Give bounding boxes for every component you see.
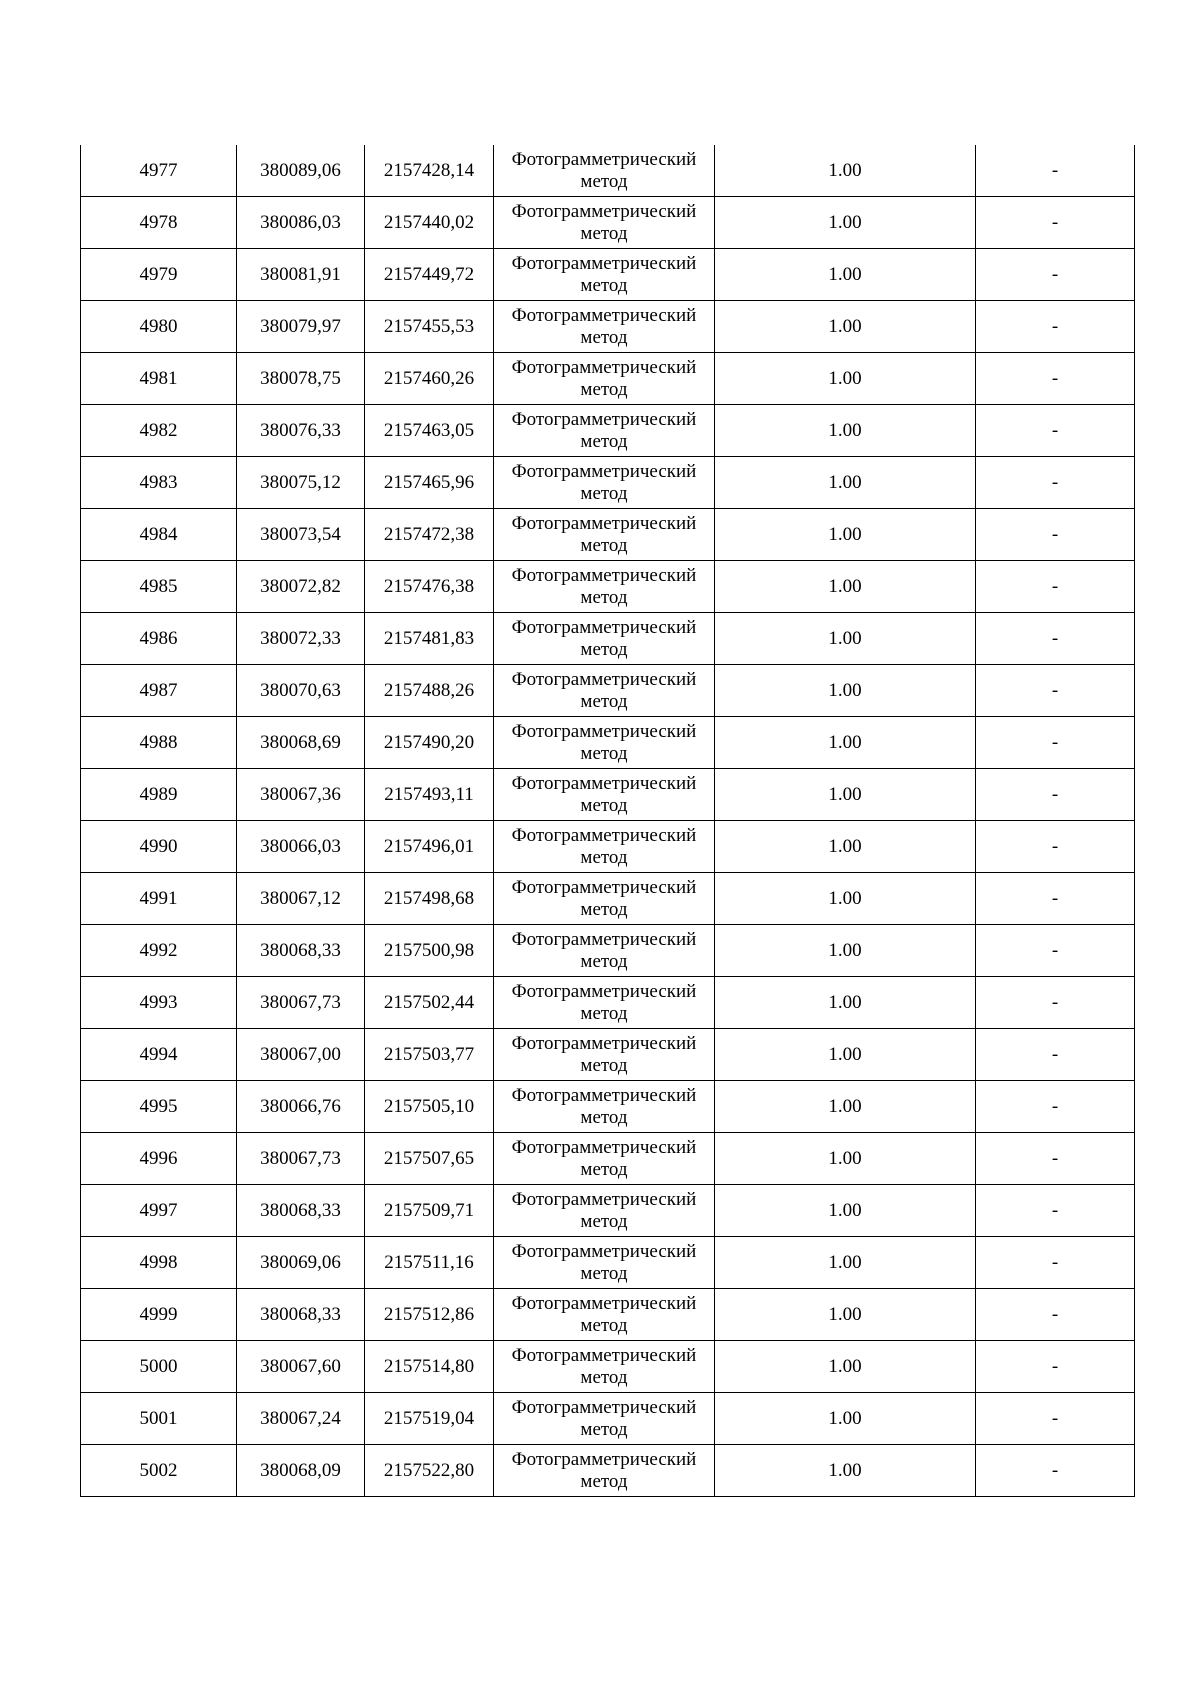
x-coordinate-cell: 380078,75 [237, 353, 365, 405]
method-line-2: метод [580, 586, 628, 608]
method-line-1: Фотограмметрический [511, 1188, 697, 1210]
y-coordinate-cell: 2157512,86 [365, 1289, 494, 1341]
y-coordinate-cell: 2157522,80 [365, 1445, 494, 1497]
table-row [81, 613, 1135, 665]
method-line-1: Фотограмметрический [511, 304, 697, 326]
accuracy-cell: 1.00 [715, 145, 976, 197]
x-coordinate-cell: 380067,12 [237, 873, 365, 925]
extra-cell: - [976, 197, 1135, 249]
coordinates-table-body [81, 145, 1135, 1497]
method-line-2: метод [580, 1210, 628, 1232]
accuracy-cell: 1.00 [715, 1289, 976, 1341]
method-line-1: Фотограмметрический [511, 1292, 697, 1314]
point-number-cell: 4983 [81, 457, 237, 509]
extra-cell: - [976, 925, 1135, 977]
table-row [81, 353, 1135, 405]
method-line-1: Фотограмметрический [511, 512, 697, 534]
table-row [81, 1133, 1135, 1185]
x-coordinate-cell: 380068,69 [237, 717, 365, 769]
extra-cell: - [976, 145, 1135, 197]
method-line-2: метод [580, 898, 628, 920]
extra-cell: - [976, 665, 1135, 717]
point-number-cell: 5000 [81, 1341, 237, 1393]
method-cell [494, 769, 715, 821]
table-row [81, 1393, 1135, 1445]
method-line-2: метод [580, 534, 628, 556]
y-coordinate-cell: 2157511,16 [365, 1237, 494, 1289]
point-number-cell: 4985 [81, 561, 237, 613]
method-cell [494, 1133, 715, 1185]
method-cell [494, 1393, 715, 1445]
y-coordinate-cell: 2157455,53 [365, 301, 494, 353]
accuracy-cell: 1.00 [715, 301, 976, 353]
extra-cell: - [976, 1289, 1135, 1341]
table-row [81, 197, 1135, 249]
table-row [81, 301, 1135, 353]
table-row [81, 405, 1135, 457]
point-number-cell: 4990 [81, 821, 237, 873]
table-row [81, 977, 1135, 1029]
accuracy-cell: 1.00 [715, 509, 976, 561]
method-line-2: метод [580, 1418, 628, 1440]
accuracy-cell: 1.00 [715, 1341, 976, 1393]
x-coordinate-cell: 380067,36 [237, 769, 365, 821]
method-line-2: метод [580, 1366, 628, 1388]
method-line-2: метод [580, 950, 628, 972]
method-line-2: метод [580, 222, 628, 244]
y-coordinate-cell: 2157481,83 [365, 613, 494, 665]
y-coordinate-cell: 2157460,26 [365, 353, 494, 405]
x-coordinate-cell: 380079,97 [237, 301, 365, 353]
y-coordinate-cell: 2157449,72 [365, 249, 494, 301]
point-number-cell: 4997 [81, 1185, 237, 1237]
point-number-cell: 4992 [81, 925, 237, 977]
method-line-2: метод [580, 170, 628, 192]
y-coordinate-cell: 2157490,20 [365, 717, 494, 769]
accuracy-cell: 1.00 [715, 561, 976, 613]
method-cell [494, 145, 715, 197]
method-line-2: метод [580, 1054, 628, 1076]
extra-cell: - [976, 717, 1135, 769]
accuracy-cell: 1.00 [715, 1185, 976, 1237]
y-coordinate-cell: 2157440,02 [365, 197, 494, 249]
point-number-cell: 4988 [81, 717, 237, 769]
x-coordinate-cell: 380076,33 [237, 405, 365, 457]
point-number-cell: 4982 [81, 405, 237, 457]
method-line-1: Фотограмметрический [511, 1240, 697, 1262]
table-row [81, 873, 1135, 925]
extra-cell: - [976, 769, 1135, 821]
method-line-2: метод [580, 638, 628, 660]
y-coordinate-cell: 2157514,80 [365, 1341, 494, 1393]
method-line-1: Фотограмметрический [511, 668, 697, 690]
x-coordinate-cell: 380068,09 [237, 1445, 365, 1497]
table-row [81, 1341, 1135, 1393]
method-cell [494, 405, 715, 457]
x-coordinate-cell: 380070,63 [237, 665, 365, 717]
extra-cell: - [976, 1341, 1135, 1393]
accuracy-cell: 1.00 [715, 613, 976, 665]
method-line-2: метод [580, 1106, 628, 1128]
method-line-1: Фотограмметрический [511, 720, 697, 742]
point-number-cell: 4995 [81, 1081, 237, 1133]
method-cell [494, 821, 715, 873]
method-line-1: Фотограмметрический [511, 356, 697, 378]
table-row [81, 769, 1135, 821]
x-coordinate-cell: 380086,03 [237, 197, 365, 249]
accuracy-cell: 1.00 [715, 405, 976, 457]
y-coordinate-cell: 2157502,44 [365, 977, 494, 1029]
extra-cell: - [976, 1029, 1135, 1081]
method-line-2: метод [580, 326, 628, 348]
extra-cell: - [976, 1133, 1135, 1185]
extra-cell: - [976, 561, 1135, 613]
method-line-2: метод [580, 430, 628, 452]
accuracy-cell: 1.00 [715, 1029, 976, 1081]
method-line-1: Фотограмметрический [511, 1396, 697, 1418]
table-row [81, 1081, 1135, 1133]
method-line-1: Фотограмметрический [511, 564, 697, 586]
method-line-1: Фотограмметрический [511, 980, 697, 1002]
x-coordinate-cell: 380069,06 [237, 1237, 365, 1289]
y-coordinate-cell: 2157505,10 [365, 1081, 494, 1133]
point-number-cell: 5002 [81, 1445, 237, 1497]
extra-cell: - [976, 1445, 1135, 1497]
point-number-cell: 4996 [81, 1133, 237, 1185]
accuracy-cell: 1.00 [715, 717, 976, 769]
extra-cell: - [976, 1237, 1135, 1289]
point-number-cell: 4993 [81, 977, 237, 1029]
x-coordinate-cell: 380073,54 [237, 509, 365, 561]
point-number-cell: 4989 [81, 769, 237, 821]
y-coordinate-cell: 2157493,11 [365, 769, 494, 821]
method-cell [494, 1341, 715, 1393]
method-cell [494, 665, 715, 717]
extra-cell: - [976, 249, 1135, 301]
method-line-2: метод [580, 1158, 628, 1180]
extra-cell: - [976, 1081, 1135, 1133]
point-number-cell: 4994 [81, 1029, 237, 1081]
method-line-1: Фотограмметрический [511, 616, 697, 638]
method-line-2: метод [580, 378, 628, 400]
method-cell [494, 1081, 715, 1133]
y-coordinate-cell: 2157500,98 [365, 925, 494, 977]
method-line-1: Фотограмметрический [511, 148, 697, 170]
method-cell [494, 1237, 715, 1289]
table-row [81, 561, 1135, 613]
table-row [81, 1445, 1135, 1497]
extra-cell: - [976, 821, 1135, 873]
point-number-cell: 4979 [81, 249, 237, 301]
x-coordinate-cell: 380067,73 [237, 977, 365, 1029]
accuracy-cell: 1.00 [715, 1133, 976, 1185]
point-number-cell: 4977 [81, 145, 237, 197]
table-row [81, 249, 1135, 301]
accuracy-cell: 1.00 [715, 1081, 976, 1133]
point-number-cell: 4991 [81, 873, 237, 925]
method-cell [494, 561, 715, 613]
method-cell [494, 873, 715, 925]
extra-cell: - [976, 509, 1135, 561]
accuracy-cell: 1.00 [715, 457, 976, 509]
x-coordinate-cell: 380072,33 [237, 613, 365, 665]
extra-cell: - [976, 873, 1135, 925]
method-line-1: Фотограмметрический [511, 928, 697, 950]
y-coordinate-cell: 2157472,38 [365, 509, 494, 561]
method-line-1: Фотограмметрический [511, 252, 697, 274]
x-coordinate-cell: 380075,12 [237, 457, 365, 509]
extra-cell: - [976, 613, 1135, 665]
extra-cell: - [976, 405, 1135, 457]
method-cell [494, 1029, 715, 1081]
method-line-2: метод [580, 794, 628, 816]
method-cell [494, 977, 715, 1029]
extra-cell: - [976, 353, 1135, 405]
table-row [81, 457, 1135, 509]
accuracy-cell: 1.00 [715, 197, 976, 249]
method-line-1: Фотограмметрический [511, 1448, 697, 1470]
y-coordinate-cell: 2157498,68 [365, 873, 494, 925]
x-coordinate-cell: 380068,33 [237, 1185, 365, 1237]
method-line-2: метод [580, 742, 628, 764]
method-line-2: метод [580, 1262, 628, 1284]
method-cell [494, 1445, 715, 1497]
point-number-cell: 5001 [81, 1393, 237, 1445]
method-line-1: Фотограмметрический [511, 1344, 697, 1366]
method-line-2: метод [580, 482, 628, 504]
accuracy-cell: 1.00 [715, 353, 976, 405]
point-number-cell: 4998 [81, 1237, 237, 1289]
x-coordinate-cell: 380066,76 [237, 1081, 365, 1133]
point-number-cell: 4987 [81, 665, 237, 717]
y-coordinate-cell: 2157503,77 [365, 1029, 494, 1081]
y-coordinate-cell: 2157465,96 [365, 457, 494, 509]
table-row [81, 717, 1135, 769]
method-line-1: Фотограмметрический [511, 200, 697, 222]
method-cell [494, 197, 715, 249]
method-cell [494, 1289, 715, 1341]
table-row [81, 665, 1135, 717]
table-row [81, 1237, 1135, 1289]
method-line-1: Фотограмметрический [511, 772, 697, 794]
method-cell [494, 249, 715, 301]
accuracy-cell: 1.00 [715, 249, 976, 301]
table-row [81, 1029, 1135, 1081]
x-coordinate-cell: 380072,82 [237, 561, 365, 613]
x-coordinate-cell: 380067,24 [237, 1393, 365, 1445]
accuracy-cell: 1.00 [715, 925, 976, 977]
method-line-1: Фотограмметрический [511, 1084, 697, 1106]
point-number-cell: 4981 [81, 353, 237, 405]
method-line-1: Фотограмметрический [511, 1032, 697, 1054]
accuracy-cell: 1.00 [715, 873, 976, 925]
table-row [81, 1289, 1135, 1341]
point-number-cell: 4984 [81, 509, 237, 561]
extra-cell: - [976, 457, 1135, 509]
table-row [81, 145, 1135, 197]
method-line-1: Фотограмметрический [511, 460, 697, 482]
method-line-2: метод [580, 274, 628, 296]
accuracy-cell: 1.00 [715, 665, 976, 717]
y-coordinate-cell: 2157428,14 [365, 145, 494, 197]
method-cell [494, 1185, 715, 1237]
y-coordinate-cell: 2157488,26 [365, 665, 494, 717]
y-coordinate-cell: 2157519,04 [365, 1393, 494, 1445]
accuracy-cell: 1.00 [715, 977, 976, 1029]
accuracy-cell: 1.00 [715, 769, 976, 821]
accuracy-cell: 1.00 [715, 1445, 976, 1497]
y-coordinate-cell: 2157507,65 [365, 1133, 494, 1185]
y-coordinate-cell: 2157476,38 [365, 561, 494, 613]
table-row [81, 821, 1135, 873]
method-line-1: Фотограмметрический [511, 876, 697, 898]
point-number-cell: 4986 [81, 613, 237, 665]
table-row [81, 509, 1135, 561]
point-number-cell: 4978 [81, 197, 237, 249]
x-coordinate-cell: 380089,06 [237, 145, 365, 197]
point-number-cell: 4980 [81, 301, 237, 353]
method-line-1: Фотограмметрический [511, 824, 697, 846]
table-row [81, 925, 1135, 977]
accuracy-cell: 1.00 [715, 1393, 976, 1445]
x-coordinate-cell: 380081,91 [237, 249, 365, 301]
x-coordinate-cell: 380068,33 [237, 925, 365, 977]
method-line-2: метод [580, 690, 628, 712]
extra-cell: - [976, 301, 1135, 353]
y-coordinate-cell: 2157463,05 [365, 405, 494, 457]
x-coordinate-cell: 380066,03 [237, 821, 365, 873]
method-cell [494, 613, 715, 665]
method-line-2: метод [580, 846, 628, 868]
method-line-2: метод [580, 1002, 628, 1024]
table-row [81, 1185, 1135, 1237]
method-line-1: Фотограмметрический [511, 1136, 697, 1158]
x-coordinate-cell: 380067,73 [237, 1133, 365, 1185]
method-line-1: Фотограмметрический [511, 408, 697, 430]
extra-cell: - [976, 1393, 1135, 1445]
x-coordinate-cell: 380067,60 [237, 1341, 365, 1393]
method-cell [494, 509, 715, 561]
y-coordinate-cell: 2157509,71 [365, 1185, 494, 1237]
method-cell [494, 457, 715, 509]
method-line-2: метод [580, 1314, 628, 1336]
point-number-cell: 4999 [81, 1289, 237, 1341]
y-coordinate-cell: 2157496,01 [365, 821, 494, 873]
method-cell [494, 301, 715, 353]
method-cell [494, 717, 715, 769]
method-line-2: метод [580, 1470, 628, 1492]
coordinates-table [80, 145, 1135, 1497]
method-cell [494, 353, 715, 405]
accuracy-cell: 1.00 [715, 821, 976, 873]
method-cell [494, 925, 715, 977]
extra-cell: - [976, 977, 1135, 1029]
x-coordinate-cell: 380067,00 [237, 1029, 365, 1081]
extra-cell: - [976, 1185, 1135, 1237]
accuracy-cell: 1.00 [715, 1237, 976, 1289]
x-coordinate-cell: 380068,33 [237, 1289, 365, 1341]
